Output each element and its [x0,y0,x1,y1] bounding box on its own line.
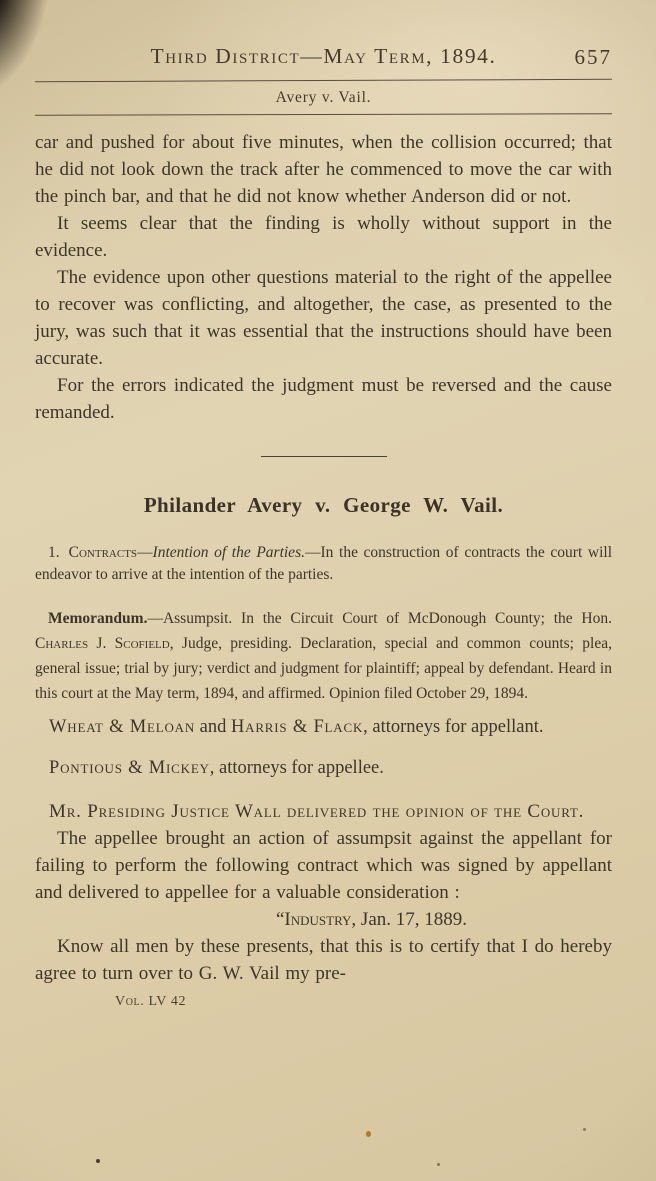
judge-name: Charles J. Scofield [35,635,170,652]
contract-date: , Jan. 17, 1889. [351,909,467,930]
running-head [35,44,612,69]
page-footer [35,992,612,1010]
opinion-intro-text: Mr. Presiding Justice Wall delivered the opinion of the Court. [49,801,585,822]
memorandum [35,606,612,706]
memorandum-label: Memorandum. [48,610,148,627]
paragraph-continuation: car and pushed for about five minutes, when the collision occurred; that he did not look down the track after he commenced to move the car with the pinch bar, and that he did not know whether Anderson did or not. [35,132,612,207]
appellant-firm-2: Harris & Flack [230,717,364,737]
headnote [35,542,612,586]
attorneys-appellee [35,755,612,782]
paragraph-disposition: For the errors indicated the judgment must be reversed and the cause remanded. [35,375,612,423]
header-rule-bottom [35,113,612,116]
paper-speck [366,1131,371,1137]
volume-signature-note: Vol. LV 42 [115,994,187,1009]
contract-opening-paragraph: Know all men by these presents, that this is to certify that I do hereby agree to turn over to G. W. Vail my pre- [35,936,612,984]
attorneys-appellee-suffix: , attorneys for appellee. [209,758,384,778]
page-body [35,129,612,987]
opinion-paragraph: The appellee brought an action of assumpsit against the appellant for failing to perform the following contract which was signed by appellant and delivered to appellee for a valuable consideration : [35,828,612,903]
opinion-intro [35,798,612,825]
contract-dateline [35,906,612,933]
attorneys-appellant [35,714,612,741]
appellee-firm: Pontious & Mickey [49,758,210,778]
paragraph-finding: It seems clear that the finding is wholly without support in the evidence. [35,213,612,261]
headnote-number: 1. [48,544,60,561]
headnote-dash: — [304,544,321,561]
contract-place: Industry [284,909,352,930]
memorandum-text-before-judge: Assumpsit. In the Circuit Court of McDonough County; the Hon. [162,610,612,627]
headnote-subtopic: Intention of the Parties. [152,544,305,561]
case-separator-rule [261,456,387,457]
headnote-topic: Contracts [68,544,138,561]
attorneys-conjunction: and [195,717,231,737]
paper-speck [437,1163,440,1166]
header-rule-top [35,79,612,83]
paper-speck [96,1159,100,1163]
case-running-title: Avery v. Vail. [275,89,372,106]
headnote-text: In the construction of contracts the court will endeavor to arrive at the intention of the parties. [35,544,612,583]
page-number: 657 [574,45,612,69]
headnote-dash: — [137,544,153,561]
case-title: Philander Avery v. George W. Vail. [143,493,504,517]
paper-speck [583,1128,586,1131]
memorandum-dash: — [147,610,163,627]
running-head-title: Third District—May Term, 1894. [150,44,497,68]
open-quote: “ [275,909,285,930]
attorneys-appellant-suffix: , attorneys for appellant. [363,717,544,737]
appellant-firm-1: Wheat & Meloan [49,717,196,737]
paragraph-evidence: The evidence upon other questions material to the right of the appellee to recover was conflicting, and altogether, the case, as presented to the jury, was such that it was essential that the instructions should have been accurate. [35,267,612,369]
memorandum-text-after-judge: , Judge, presiding. Declaration, special and common counts; plea, general issue; trial by jury; verdict and judgment for plaintiff; appeal by defendant. Heard in this court at the May term, 1894, and affirmed. Opinion filed October 29, 1894. [35,635,612,702]
